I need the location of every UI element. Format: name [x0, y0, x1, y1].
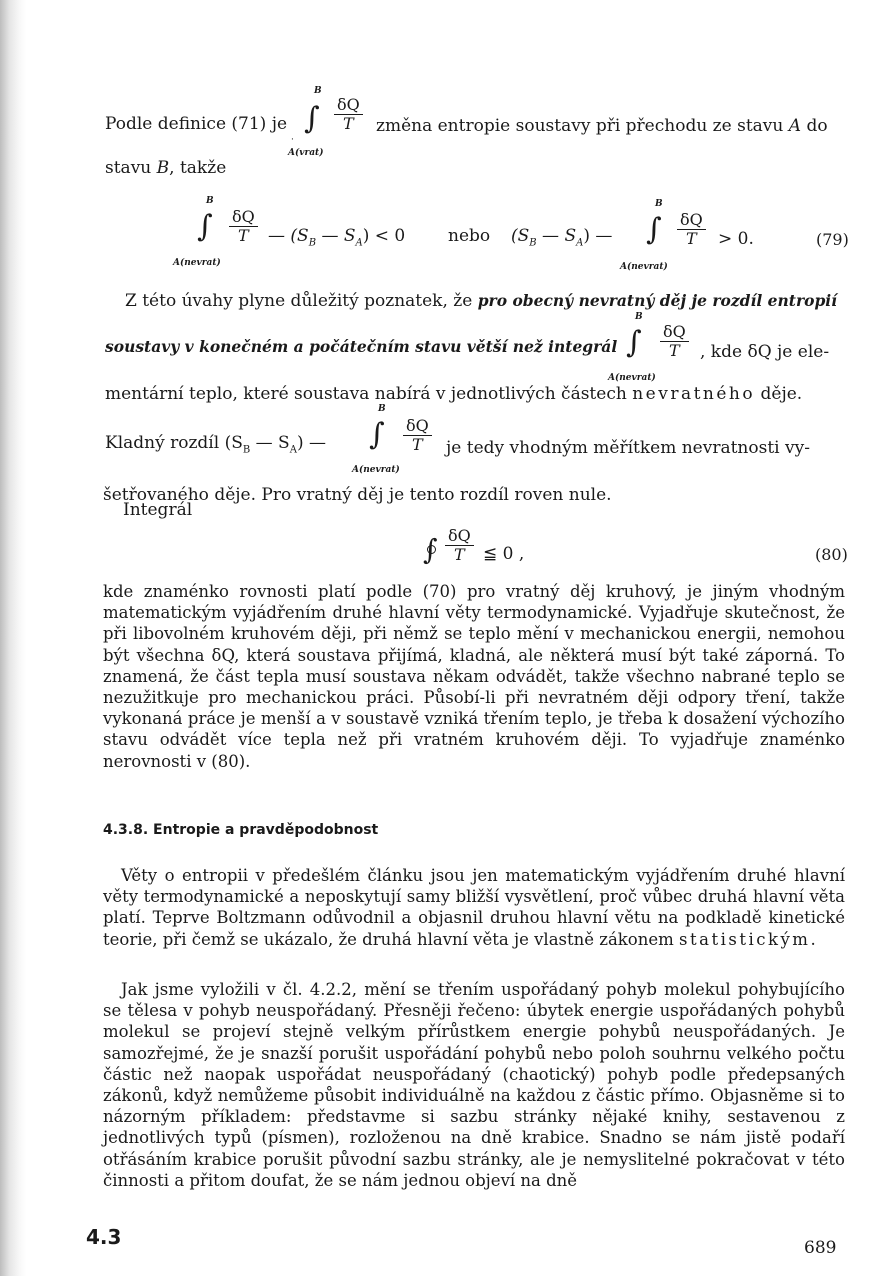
positive-line-end: je tedy vhodným měřítkem nevratnosti vy-: [446, 438, 810, 458]
eq79-left-sub-b: B: [308, 237, 317, 249]
conclusion-denominator: T: [669, 341, 680, 360]
eq79-right-sub-b: B: [529, 237, 537, 249]
conclusion-line-2-end: , kde δQ je ele-: [700, 342, 830, 362]
conclusion-line-3-text: mentární teplo, které soustava nabírá v jednotlivých částech: [105, 384, 627, 404]
state-line-text: stavu: [105, 158, 152, 178]
eq79-right-expr-c: ) —: [583, 226, 613, 246]
dot-mark: ·: [291, 135, 294, 145]
eq79-right-sub-a: A: [576, 237, 584, 249]
positive-lower-limit: A(nevrat): [352, 465, 400, 475]
conclusion-numerator: δQ: [663, 322, 686, 341]
positive-denominator: T: [412, 435, 423, 454]
conclusion-line-1: [125, 290, 837, 312]
conclusion-line-2: soustavy v konečném a počátečním stavu větší než integrál: [105, 337, 618, 356]
conclusion-fraction: [660, 323, 689, 360]
conclusion-line-3-end: děje.: [760, 384, 803, 404]
state-a: A: [788, 116, 802, 136]
eq80-numerator: δQ: [448, 526, 471, 545]
positive-sub-a: A: [289, 444, 297, 456]
conclusion-spaced-word: nevratného: [632, 384, 756, 404]
positive-integral: ∫: [369, 417, 385, 452]
definition-suffix-text: změna entropie soustavy při přechodu ze stavu: [376, 116, 784, 136]
eq79-right-expr-a: (S: [511, 226, 530, 246]
eq79-left-expression: [268, 225, 405, 254]
eq79-fraction-2: [677, 211, 706, 248]
closed-integral-ring: [427, 545, 436, 554]
eq79-denominator-1: T: [238, 226, 249, 245]
conclusion-integral: ∫: [626, 325, 642, 360]
integral-label: Integrál: [123, 500, 193, 520]
integral-lower-limit: A(vrat): [288, 148, 324, 158]
closed-integral-sign: ∫: [423, 533, 438, 566]
conclusion-line-3: [105, 383, 802, 405]
eq79-denominator-2: T: [686, 229, 697, 248]
positive-line-2: šetřovaného děje. Pro vratný děj je tento rozdíl roven nule.: [103, 485, 612, 505]
eq79-right-expression: [511, 225, 612, 254]
integral-upper-limit: B: [314, 86, 322, 96]
integral-sign: ∫: [304, 101, 320, 136]
eq79-numerator-1: δQ: [232, 207, 255, 226]
conclusion-lower-limit: A(nevrat): [608, 373, 656, 383]
positive-text-a: Kladný rozdíl (S: [105, 433, 243, 453]
eq79-lower-limit-1: A(nevrat): [173, 258, 221, 268]
eq80-right-side: ≦ 0 ,: [483, 544, 525, 564]
paragraph-2-text: [103, 865, 845, 950]
positive-text-c: ) —: [296, 433, 326, 453]
eq79-fraction-1: [229, 208, 258, 245]
eq79-upper-limit-1: B: [206, 196, 214, 206]
definition-suffix-end: do: [806, 116, 828, 136]
definition-suffix: [376, 115, 828, 137]
eq79-integral-2: ∫: [646, 212, 662, 247]
paragraph-1: [103, 581, 845, 772]
fraction-denominator: T: [343, 114, 354, 133]
eq79-right-side: > 0.: [718, 229, 754, 249]
eq79-integral-1: ∫: [197, 209, 213, 244]
eq79-left-expr-c: ) < 0: [362, 226, 406, 246]
page-edge-shadow: [0, 0, 26, 1276]
paragraph-2: [103, 865, 845, 950]
state-line: [105, 157, 226, 179]
positive-text-b: — S: [250, 433, 290, 453]
conclusion-intro: Z této úvahy plyne důležitý poznatek, že: [125, 291, 473, 311]
conclusion-emphasis: pro obecný nevratný děj je rozdíl entropií: [477, 291, 838, 310]
definition-prefix: Podle definice (71) je: [105, 114, 288, 134]
eq79-left-expr-b: — S: [316, 226, 356, 246]
conclusion-upper-limit: B: [635, 312, 643, 322]
paragraph-3-text: Jak jsme vyložili v čl. 4.2.2, mění se třením uspořádaný pohyb molekul pohybujícího se tělesa v pohyb neuspořádaný. Přesněji řečeno: úbytek energie uspořádaných pohybů molekul se projeví stejně velkým přírůstkem energie pohybů neuspořádaných. Je samozřejmé, že je snazší porušit uspořádání pohybů nebo poloh souhrnu velkého počtu částic než naopak uspořádat neuspořádaný (chaotický) pohyb podle předepsaných zákonů, když nemůžeme působit individuálně na každou z částic přímo. Objasněme si to názorným příkladem: představme si sazbu stránky nějaké knihy, sestavenou z jednotlivých typů (písmen), rozloženou na dně krabice. Snadno se nám jistě podaří otřásáním krabice porušit původní sazbu stránky, ale je nemyslitelné pokračovat v této činnosti a přitom doufat, že se nám jednou objeví na dně: [103, 980, 845, 1190]
eq79-left-sub-a: A: [355, 237, 363, 249]
eq80-number: (80): [815, 545, 848, 564]
eq79-upper-limit-2: B: [655, 199, 663, 209]
paragraph-2-main: Věty o entropii v předešlém článku jsou jen matematickým vyjádřením druhé hlavní věty termodynamické a neposkytují samy bližší vysvětlení, proč vůbec druhá hlavní věta platí. Teprve Boltzmann odůvodnil a objasnil druhou hlavní větu na podkladě kinetické teorie, při čemž se ukázalo, že druhá hlavní věta je vlastně zákonem: [103, 866, 845, 949]
eq79-number: (79): [816, 230, 849, 249]
positive-upper-limit: B: [378, 404, 386, 414]
fraction-numerator: δQ: [337, 95, 360, 114]
section-number-footer: 4.3: [86, 1225, 122, 1249]
page-number: 689: [804, 1238, 837, 1258]
fraction: [334, 96, 363, 133]
positive-difference-line: [105, 432, 326, 461]
eq79-numerator-2: δQ: [680, 210, 703, 229]
eq79-right-expr-b: — S: [536, 226, 577, 246]
eq80-denominator: T: [454, 545, 465, 564]
state-line-end: , takže: [169, 158, 227, 178]
paragraph-2-spaced: statistickým.: [679, 929, 819, 949]
paragraph-3: [103, 979, 845, 1191]
eq80-fraction: [445, 527, 474, 564]
section-heading: 4.3.8. Entropie a pravděpodobnost: [103, 822, 379, 838]
positive-sub-b: B: [242, 444, 251, 456]
positive-fraction: [403, 417, 432, 454]
eq79-conjunction: nebo: [448, 226, 491, 246]
paragraph-1-text: kde znaménko rovnosti platí podle (70) pro vratný děj kruhový, je jiným vhodným matematickým vyjádřením druhé hlavní věty termodynamické. Vyjadřuje skutečnost, že při libovolném kruhovém ději, při němž se teplo mění v mechanickou energii, nemohou být všechna δQ, která soustava přijímá, kladná, ale některá musí být také záporná. To znamená, že část tepla musí soustava někam odvádět, takže všechno nabrané teplo se nezužitkuje pro mechanickou práci. Působí-li při nevratném ději odpory tření, takže vykonaná práce je menší a v soustavě vzniká třením teplo, je třeba k dosažení výchozího stavu odvádět více tepla než při vratném kruhovém ději. To vyjadřuje znaménko nerovnosti v (80).: [103, 582, 845, 771]
eq79-left-expr-a: — (S: [268, 226, 309, 246]
positive-numerator: δQ: [406, 416, 429, 435]
state-b: B: [156, 158, 170, 178]
eq79-lower-limit-2: A(nevrat): [620, 262, 668, 272]
